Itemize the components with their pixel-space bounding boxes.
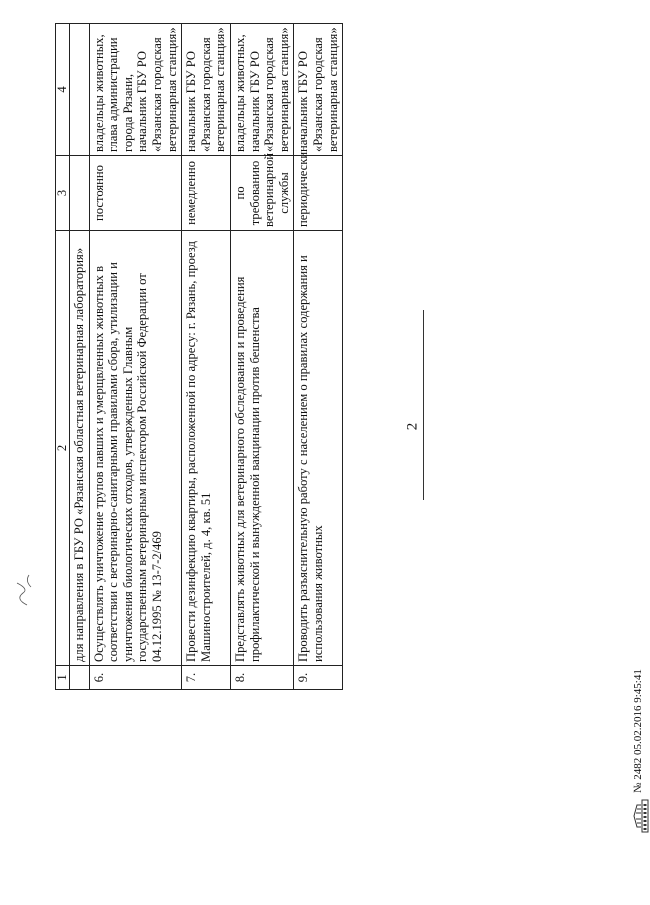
table-header-row: [56, 24, 70, 690]
row-number: 6.: [89, 666, 182, 690]
footer-stamp: [632, 633, 650, 833]
row-term: [70, 156, 90, 231]
row-action: Представлять животных для ветеринарного обследования и проведения профилактической и вынужденной вакцинации против бешенства: [230, 231, 293, 666]
pen-mark: [5, 569, 35, 609]
table-row: [294, 24, 343, 690]
row-responsible: владельцы животных, глава администрации города Рязани, начальник ГБУ РО «Рязанская городская ветеринарная станция»: [89, 24, 182, 156]
row-responsible: [70, 24, 90, 156]
table-row: [89, 24, 182, 690]
row-term: постоянно: [89, 156, 182, 231]
header-cell-3: 3: [56, 156, 70, 231]
signature-line: [423, 310, 424, 500]
measures-table: [55, 23, 343, 690]
row-action: Осуществлять уничтожение трупов павших и умерщвленных животных в соответствии с ветеринарно-санитарными правилами сбора, утилизации и уничтожения биологических отходов, утвержденных Главным государственным ветеринарным инспектором Российской Федерации от 04.12.1995 № 13-7-2/469: [89, 231, 182, 666]
registry-stamp-icon: [633, 799, 649, 833]
row-term: немедленно: [182, 156, 231, 231]
header-cell-1: 1: [56, 666, 70, 690]
header-cell-4: 4: [56, 24, 70, 156]
row-responsible: начальник ГБУ РО «Рязанская городская ветеринарная станция»: [182, 24, 231, 156]
row-responsible: владельцы животных, начальник ГБУ РО «Рязанская городская ветеринарная станция»: [230, 24, 293, 156]
row-action: Проводить разъяснительную работу с населением о правилах содержания и использования животных: [294, 231, 343, 666]
row-action: для направления в ГБУ РО «Рязанская областная ветеринарная лаборатория»: [70, 231, 90, 666]
page-number: 2: [404, 422, 421, 431]
table-row: [182, 24, 231, 690]
row-number: 7.: [182, 666, 231, 690]
row-number: 9.: [294, 666, 343, 690]
row-responsible: начальник ГБУ РО «Рязанская городская ветеринарная станция»: [294, 24, 343, 156]
header-cell-2: 2: [56, 231, 70, 666]
row-number: [70, 666, 90, 690]
row-term: по требованию ветеринарной службы: [230, 156, 293, 231]
table-row: [70, 24, 90, 690]
table-row: [230, 24, 293, 690]
row-number: 8.: [230, 666, 293, 690]
document-registration-number: № 2482 05.02.2016 9:45:41: [632, 669, 644, 793]
row-action: Провести дезинфекцию квартиры, расположенной по адресу: г. Рязань, проезд Машиностроителей, д. 4, кв. 51: [182, 231, 231, 666]
row-term: периодически: [294, 156, 343, 231]
